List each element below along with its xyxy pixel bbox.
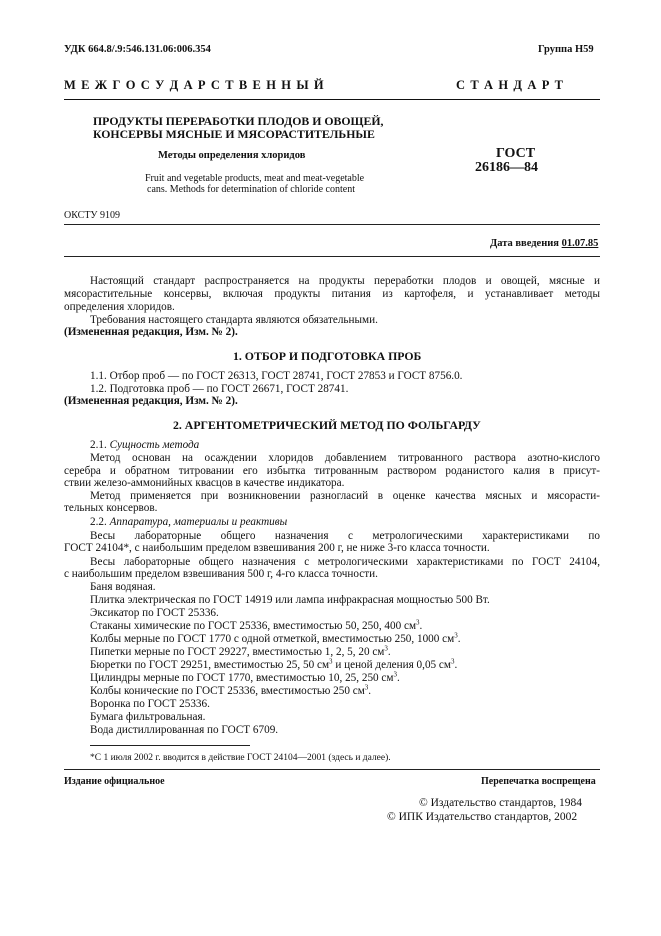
section-1-heading: 1. ОТБОР И ПОДГОТОВКА ПРОБ — [233, 349, 422, 363]
equipment-item: Колбы мерные по ГОСТ 1770 с одной отметкой, вместимостью 250, 1000 $см^3$. — [90, 631, 461, 645]
footnote-rule — [90, 745, 250, 746]
intro-date-value: 01.07.85 — [561, 238, 599, 249]
banner-right: С Т А Н Д А Р Т — [456, 78, 565, 92]
intro-date — [490, 238, 598, 249]
udk-code: УДК 664.8/.9:546.131.06:006.354 — [64, 44, 211, 55]
section-1-amendment: (Измененная редакция, Изм. № 2). — [64, 395, 238, 407]
equipment-item: Баня водяная. — [90, 581, 156, 593]
subsection-2-2-number: 2.2. — [90, 516, 107, 528]
subsection-2-2-title: Аппаратура, материалы и реактивы — [109, 516, 288, 528]
intro-requirements: Требования настоящего стандарта являются обязательными. — [90, 314, 378, 326]
intro-line-2: мясорастительные консервы, включая продукты питания из картофеля, и устанавливает методы — [64, 288, 600, 300]
title-subtitle: Методы определения хлоридов — [158, 150, 306, 161]
date-rule — [64, 256, 600, 257]
method-line-1: Метод основан на осаждении хлоридов добавлением титрованного раствора азотно-кислого — [90, 452, 600, 464]
footer-rule — [64, 769, 600, 770]
scales-2-line-1: Весы лабораторные общего назначения с метрологическими характеристиками по ГОСТ 24104, — [90, 556, 600, 568]
subsection-2-1-title: Сущность метода — [109, 439, 200, 451]
title-rule — [64, 224, 600, 225]
equipment-item: Пипетки мерные по ГОСТ 29227, вместимостью 1, 2, 5, 20 $см^3$. — [90, 644, 391, 658]
equipment-item: Воронка по ГОСТ 25336. — [90, 698, 210, 710]
scales-2-line-2: с наибольшим пределом взвешивания 500 г, 4-го класса точности. — [64, 568, 378, 580]
official-edition: Издание официальное — [64, 776, 165, 787]
copyright-2002: © ИПК Издательство стандартов, 2002 — [387, 811, 578, 823]
intro-line-1: Настоящий стандарт распространяется на продукты переработки плодов и овощей, мясные и — [90, 275, 600, 287]
banner-left: М Е Ж Г О С У Д А Р С Т В Е Н Н Ы Й — [64, 78, 325, 92]
intro-line-3: определения хлоридов. — [64, 301, 175, 313]
section-1-item-2: 1.2. Подготовка проб — по ГОСТ 26671, ГОСТ 28741. — [90, 383, 349, 395]
subsection-2-2 — [90, 516, 287, 529]
equipment-item: Цилиндры мерные по ГОСТ 1770, вместимостью 10, 25, 250 $см^3$. — [90, 670, 400, 684]
gost-number: 26186—84 — [475, 160, 538, 175]
title-line-2: КОНСЕРВЫ МЯСНЫЕ И МЯСОРАСТИТЕЛЬНЫЕ — [93, 127, 375, 141]
copyright-1984: © Издательство стандартов, 1984 — [419, 797, 583, 809]
method-line-2: серебра и обратном титровании его избытка титрованным раствором роданистого калия в присут- — [64, 465, 600, 477]
scales-1-line-1: Весы лабораторные общего назначения с метрологическими характеристиками по — [90, 530, 600, 542]
method-line-3: ствии железо-аммонийных квасцов в качестве индикатора. — [64, 477, 345, 489]
equipment-item: Вода дистиллированная по ГОСТ 6709. — [90, 724, 279, 736]
equipment-item: Плитка электрическая по ГОСТ 14919 или лампа инфракрасная мощностью 500 Вт. — [90, 594, 490, 606]
title-line-1: ПРОДУКТЫ ПЕРЕРАБОТКИ ПЛОДОВ И ОВОЩЕЙ, — [93, 114, 384, 128]
intro-date-label: Дата введения — [490, 238, 559, 249]
subsection-2-1 — [90, 439, 199, 452]
scales-1-line-2: ГОСТ 24104*, с наибольшим пределом взвешивания 200 г, не ниже 3-го класса точности. — [64, 542, 490, 554]
equipment-item: Стаканы химические по ГОСТ 25336, вместимостью 50, 250, 400 $см^3$. — [90, 618, 423, 632]
equipment-item: Колбы конические по ГОСТ 25336, вместимостью 250 $см^3$. — [90, 683, 372, 697]
reprint-prohibited: Перепечатка воспрещена — [481, 776, 596, 787]
gost-label: ГОСТ — [496, 146, 536, 161]
subsection-2-1-number: 2.1. — [90, 439, 107, 451]
equipment-item: Бумага фильтровальная. — [90, 711, 206, 723]
banner-rule — [64, 99, 600, 100]
equipment-item: Бюретки по ГОСТ 29251, вместимостью 25, 50 $см^3$ и ценой деления 0,05 $см^3$. — [90, 657, 458, 671]
title-english-1: Fruit and vegetable products, meat and meat-vegetable — [145, 173, 365, 184]
method-usage-line-1: Метод применяется при возникновении разногласий в оценке качества мясных и мясорасти- — [90, 490, 600, 502]
section-1-item-1: 1.1. Отбор проб — по ГОСТ 26313, ГОСТ 28741, ГОСТ 27853 и ГОСТ 8756.0. — [90, 370, 463, 382]
method-usage-line-2: тельных консервов. — [64, 502, 158, 514]
intro-amendment: (Измененная редакция, Изм. № 2). — [64, 326, 238, 338]
section-2-heading: 2. АРГЕНТОМЕТРИЧЕСКИЙ МЕТОД ПО ФОЛЬГАРДУ — [173, 418, 481, 432]
footnote: *С 1 июля 2002 г. вводится в действие ГОСТ 24104—2001 (здесь и далее). — [90, 753, 391, 763]
title-english-2: cans. Methods for determination of chloride content — [147, 184, 355, 195]
oksty-code: ОКСТУ 9109 — [64, 210, 121, 221]
equipment-item: Эксикатор по ГОСТ 25336. — [90, 607, 219, 619]
group-code: Группа Н59 — [538, 44, 594, 55]
